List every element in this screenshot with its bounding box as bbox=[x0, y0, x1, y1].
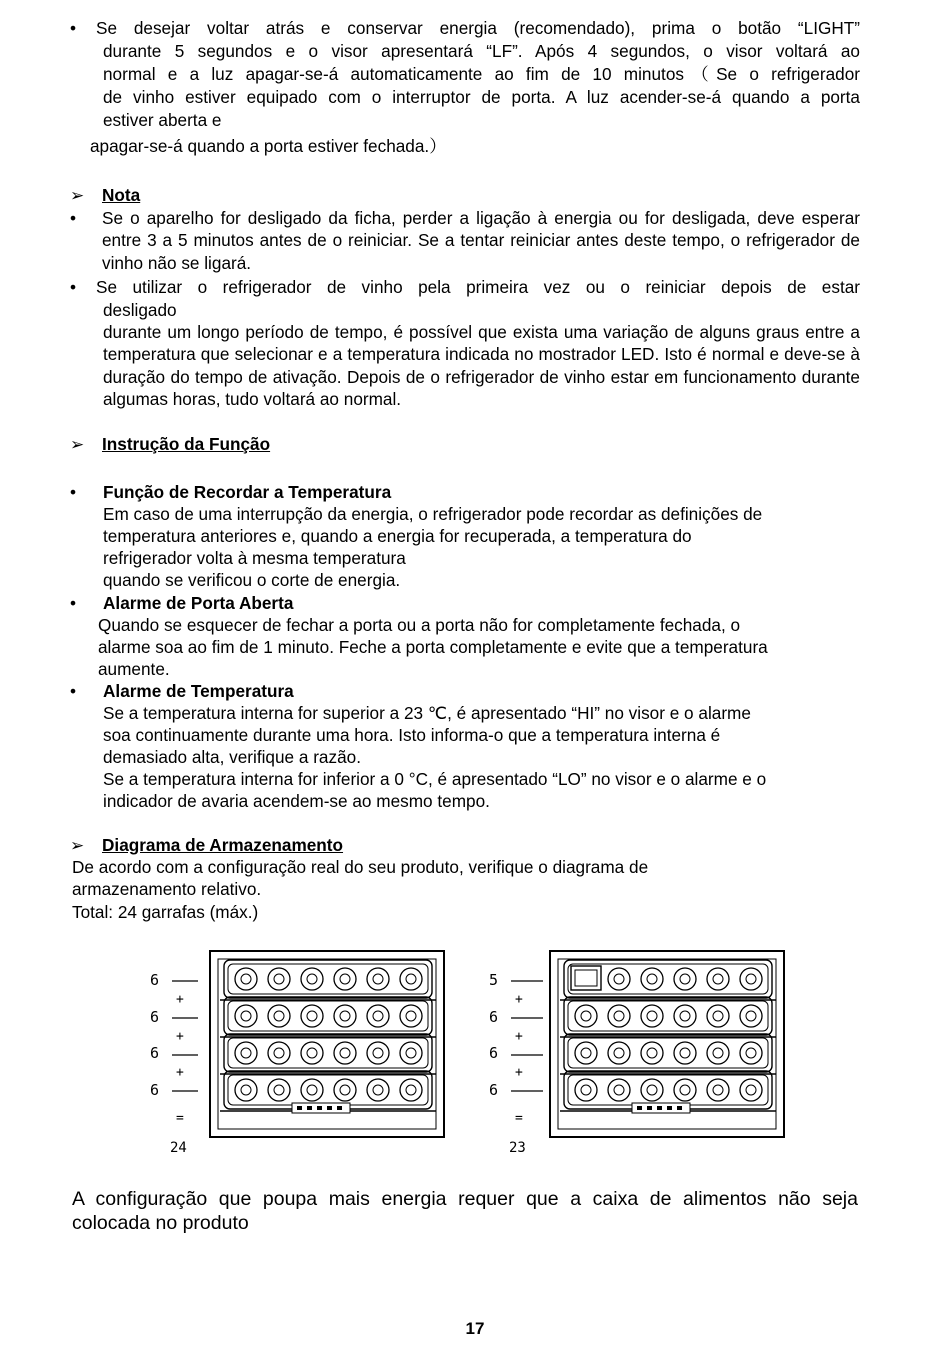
bottle-outer bbox=[608, 1079, 630, 1101]
intro-line-1: Se desejar voltar atrás e conservar energia (recomendado), prima o botão “LIGHT” bbox=[96, 18, 860, 38]
shelf-count-label: 6 bbox=[150, 971, 160, 989]
nota-item-2-line-1: Se utilizar o refrigerador de vinho pela primeira vez ou o reiniciar depois de estar bbox=[96, 277, 860, 297]
shelf-inner bbox=[568, 1075, 768, 1105]
porta-item bbox=[70, 592, 860, 682]
bottle-neck bbox=[274, 1048, 284, 1058]
bottle-outer bbox=[235, 1079, 257, 1101]
bottle-neck bbox=[274, 974, 284, 984]
bottle-neck bbox=[680, 1048, 690, 1058]
footer-note-line-1: A configuração que poupa mais energia requer que a caixa de alimentos não seja bbox=[72, 1188, 858, 1210]
bottle-outer bbox=[268, 1005, 290, 1027]
bottle-outer bbox=[400, 1079, 422, 1101]
shelf-count-label: 5 bbox=[489, 971, 499, 989]
bottle-neck bbox=[647, 1085, 657, 1095]
bottle-outer bbox=[301, 968, 323, 990]
bullet-icon: • bbox=[70, 208, 77, 228]
bottle-outer bbox=[608, 1005, 630, 1027]
plus-sign: + bbox=[176, 1065, 184, 1080]
bottle-outer bbox=[641, 968, 663, 990]
bottle-outer bbox=[641, 1042, 663, 1064]
memoria-line-2: temperatura anteriores e, quando a energia for recuperada, a temperatura do bbox=[103, 526, 692, 546]
intro-line-5: estiver aberta e bbox=[103, 110, 222, 130]
porta-line-1: Quando se esquecer de fechar a porta ou a porta não for completamente fechada, o bbox=[98, 615, 741, 635]
memoria-title: Função de Recordar a Temperatura bbox=[103, 482, 392, 502]
bottle-neck bbox=[241, 1048, 251, 1058]
bottle-neck bbox=[581, 1085, 591, 1095]
armazenamento-title: Diagrama de Armazenamento bbox=[102, 835, 344, 855]
bottle-neck bbox=[340, 1011, 350, 1021]
armazenamento-heading bbox=[70, 834, 343, 856]
bottle-outer bbox=[334, 1079, 356, 1101]
intro-line-4: de vinho estiver equipado com o interruptor de porta. A luz acender-se-á quando a porta bbox=[103, 87, 860, 107]
shelf-inner bbox=[228, 964, 428, 994]
bottle-outer bbox=[674, 1079, 696, 1101]
shelf-count-label: 6 bbox=[489, 1008, 499, 1026]
bottle-neck bbox=[614, 974, 624, 984]
nota-item-2 bbox=[70, 276, 860, 412]
bottle-outer bbox=[707, 968, 729, 990]
bottle-outer bbox=[707, 1005, 729, 1027]
intro-line-6: apagar-se-á quando a porta estiver fechada.） bbox=[90, 136, 447, 156]
bottle-outer bbox=[740, 1042, 762, 1064]
instrucao-heading bbox=[70, 433, 270, 455]
nota-item-2-rest: durante um longo período de tempo, é possível que exista uma variação de alguns graus entre a temperatura que selecionar e a temperatura indicada no mostrador LED. Isto é normal e deve-se à duração do tempo de ativação. Depois de o refrigerador de vinho estar em funcionamento durante algumas horas, tudo voltará ao normal. bbox=[103, 322, 860, 410]
temperatura-line-3: demasiado alta, verifique a razão. bbox=[103, 747, 361, 767]
bottle-neck bbox=[340, 1048, 350, 1058]
bottle-outer bbox=[235, 1042, 257, 1064]
bottle-neck bbox=[647, 1048, 657, 1058]
bottle-neck bbox=[614, 1011, 624, 1021]
bottle-outer bbox=[674, 1005, 696, 1027]
bottle-neck bbox=[274, 1085, 284, 1095]
temperatura-title: Alarme de Temperatura bbox=[103, 681, 294, 701]
bottle-neck bbox=[406, 1085, 416, 1095]
bullet-icon: • bbox=[70, 681, 77, 701]
bottle-outer bbox=[575, 1005, 597, 1027]
bottle-neck bbox=[241, 974, 251, 984]
shelf-inner bbox=[228, 1001, 428, 1031]
bottle-outer bbox=[367, 1005, 389, 1027]
instrucao-title: Instrução da Função bbox=[102, 434, 271, 454]
panel-button bbox=[317, 1106, 322, 1110]
bottle-outer bbox=[334, 968, 356, 990]
food-box-inner bbox=[575, 970, 597, 986]
armazenamento-line-3: Total: 24 garrafas (máx.) bbox=[72, 902, 259, 922]
panel-button bbox=[297, 1106, 302, 1110]
shelf-count-label: 6 bbox=[489, 1081, 499, 1099]
nota-item-1 bbox=[70, 207, 860, 275]
bottle-neck bbox=[340, 974, 350, 984]
shelf-rows bbox=[560, 960, 776, 1113]
shelf-inner bbox=[568, 1038, 768, 1068]
total-label: 24 bbox=[170, 1140, 187, 1156]
bottle-outer bbox=[268, 968, 290, 990]
bottle-neck bbox=[746, 1011, 756, 1021]
shelf-count-label: 6 bbox=[489, 1044, 499, 1062]
bottle-outer bbox=[707, 1079, 729, 1101]
bottle-neck bbox=[746, 1085, 756, 1095]
equals-sign: = bbox=[515, 1111, 523, 1126]
bottle-neck bbox=[406, 974, 416, 984]
bottle-outer bbox=[367, 1079, 389, 1101]
bottle-outer bbox=[268, 1042, 290, 1064]
bottle-neck bbox=[406, 1048, 416, 1058]
bottle-neck bbox=[307, 1048, 317, 1058]
bottle-outer bbox=[367, 968, 389, 990]
plus-sign: + bbox=[176, 1029, 184, 1044]
arrow-bullet-icon: ➢ bbox=[70, 434, 85, 454]
storage-diagram-left bbox=[140, 945, 450, 1165]
bottle-neck bbox=[713, 974, 723, 984]
bullet-icon: • bbox=[70, 482, 77, 502]
bottle-neck bbox=[746, 974, 756, 984]
bottle-outer bbox=[674, 1042, 696, 1064]
bottle-neck bbox=[274, 1011, 284, 1021]
bottle-outer bbox=[575, 1079, 597, 1101]
shelf-inner bbox=[568, 1001, 768, 1031]
plus-sign: + bbox=[515, 992, 523, 1007]
bottle-neck bbox=[406, 1011, 416, 1021]
bottle-neck bbox=[746, 1048, 756, 1058]
plus-sign: + bbox=[515, 1065, 523, 1080]
bottle-neck bbox=[307, 1011, 317, 1021]
panel-button bbox=[307, 1106, 312, 1110]
bottle-outer bbox=[301, 1079, 323, 1101]
armazenamento-line-1: De acordo com a configuração real do seu produto, verifique o diagrama de bbox=[72, 857, 649, 877]
bottle-neck bbox=[647, 1011, 657, 1021]
bottle-neck bbox=[680, 974, 690, 984]
shelf-inner bbox=[228, 1075, 428, 1105]
bottle-outer bbox=[367, 1042, 389, 1064]
bottle-neck bbox=[373, 1048, 383, 1058]
temperatura-line-2: soa continuamente durante uma hora. Isto informa-o que a temperatura interna é bbox=[103, 725, 721, 745]
bottle-outer bbox=[707, 1042, 729, 1064]
memoria-item bbox=[70, 481, 860, 593]
shelf-tray bbox=[564, 997, 772, 1035]
porta-title: Alarme de Porta Aberta bbox=[103, 593, 294, 613]
bottle-neck bbox=[373, 974, 383, 984]
bottle-neck bbox=[614, 1085, 624, 1095]
bottle-outer bbox=[641, 1005, 663, 1027]
bottle-neck bbox=[241, 1011, 251, 1021]
shelf-tray bbox=[564, 1034, 772, 1072]
plus-sign: + bbox=[176, 992, 184, 1007]
plus-sign: + bbox=[515, 1029, 523, 1044]
nota-heading bbox=[70, 184, 140, 206]
panel-button bbox=[637, 1106, 642, 1110]
bottle-neck bbox=[713, 1085, 723, 1095]
memoria-line-1: Em caso de uma interrupção da energia, o refrigerador pode recordar as definições de bbox=[103, 504, 763, 524]
bottle-outer bbox=[740, 1005, 762, 1027]
bottle-outer bbox=[334, 1042, 356, 1064]
bottle-neck bbox=[680, 1085, 690, 1095]
bottle-outer bbox=[674, 968, 696, 990]
temperatura-item bbox=[70, 680, 860, 814]
bottle-outer bbox=[740, 1079, 762, 1101]
shelf-count-label: 6 bbox=[150, 1008, 160, 1026]
bottle-outer bbox=[641, 1079, 663, 1101]
nota-item-2-line-2: desligado bbox=[103, 300, 177, 320]
porta-line-3: aumente. bbox=[98, 659, 170, 679]
equals-sign: = bbox=[176, 1111, 184, 1126]
panel-button bbox=[667, 1106, 672, 1110]
temperatura-line-1: Se a temperatura interna for superior a 23 ℃, é apresentado “HI” no visor e o alarme bbox=[103, 703, 751, 723]
nota-title: Nota bbox=[102, 185, 141, 205]
shelf-tray bbox=[224, 997, 432, 1035]
bottle-neck bbox=[241, 1085, 251, 1095]
panel-button bbox=[327, 1106, 332, 1110]
footer-note-line-2: colocada no produto bbox=[72, 1212, 249, 1234]
shelf-count-label: 6 bbox=[150, 1081, 160, 1099]
memoria-line-4: quando se verificou o corte de energia. bbox=[103, 570, 401, 590]
memoria-line-3: refrigerador volta à mesma temperatura bbox=[103, 548, 406, 568]
page-number: 17 bbox=[465, 1319, 485, 1338]
bottle-neck bbox=[713, 1011, 723, 1021]
bottle-neck bbox=[581, 1011, 591, 1021]
panel-button bbox=[647, 1106, 652, 1110]
bottle-outer bbox=[268, 1079, 290, 1101]
intro-line-3: normal e a luz apagar-se-á automaticamente ao fim de 10 minutos（Se o refrigerador bbox=[103, 64, 860, 84]
arrow-bullet-icon: ➢ bbox=[70, 835, 85, 855]
shelf-tray bbox=[224, 960, 432, 998]
bottle-outer bbox=[740, 968, 762, 990]
bottle-outer bbox=[575, 1042, 597, 1064]
porta-line-2: alarme soa ao fim de 1 minuto. Feche a porta completamente e evite que a temperatura bbox=[98, 637, 768, 657]
bottle-outer bbox=[400, 968, 422, 990]
panel-button bbox=[337, 1106, 342, 1110]
bottle-outer bbox=[235, 1005, 257, 1027]
nota-item-1-text: Se o aparelho for desligado da ficha, perder a ligação à energia ou for desligada, deve esperar entre 3 a 5 minutos antes de o reiniciar. Se a tentar reiniciar antes deste tempo, o refrigerador de vinho não se ligará. bbox=[102, 208, 860, 273]
bottle-outer bbox=[608, 968, 630, 990]
arrow-bullet-icon: ➢ bbox=[70, 185, 85, 205]
shelf-inner bbox=[228, 1038, 428, 1068]
bottle-neck bbox=[307, 974, 317, 984]
bottle-outer bbox=[400, 1005, 422, 1027]
bottle-outer bbox=[301, 1042, 323, 1064]
bottle-outer bbox=[301, 1005, 323, 1027]
total-label: 23 bbox=[509, 1140, 526, 1156]
bottle-neck bbox=[307, 1085, 317, 1095]
bottle-neck bbox=[373, 1085, 383, 1095]
storage-diagram-right-svg bbox=[477, 945, 792, 1160]
bottle-neck bbox=[614, 1048, 624, 1058]
bullet-icon: • bbox=[70, 18, 77, 38]
shelf-tray bbox=[224, 1034, 432, 1072]
storage-diagram-right bbox=[477, 945, 792, 1165]
shelf-rows bbox=[220, 960, 436, 1113]
temperatura-line-5: indicador de avaria acendem-se ao mesmo tempo. bbox=[103, 791, 490, 811]
intro-bullet bbox=[70, 17, 860, 157]
panel-button bbox=[657, 1106, 662, 1110]
bottle-neck bbox=[680, 1011, 690, 1021]
shelf-count-label: 6 bbox=[150, 1044, 160, 1062]
temperatura-line-4: Se a temperatura interna for inferior a 0 °C, é apresentado “LO” no visor e o alarme e o bbox=[103, 769, 767, 789]
armazenamento-line-2: armazenamento relativo. bbox=[72, 879, 262, 899]
bullet-icon: • bbox=[70, 593, 77, 613]
bottle-outer bbox=[400, 1042, 422, 1064]
bottle-neck bbox=[373, 1011, 383, 1021]
bottle-outer bbox=[334, 1005, 356, 1027]
bullet-icon: • bbox=[70, 277, 77, 297]
bottle-neck bbox=[713, 1048, 723, 1058]
bottle-neck bbox=[581, 1048, 591, 1058]
bottle-neck bbox=[647, 974, 657, 984]
bottle-neck bbox=[340, 1085, 350, 1095]
storage-diagram-left-svg bbox=[140, 945, 450, 1160]
intro-line-2: durante 5 segundos e o visor apresentará “LF”. Após 4 segundos, o visor voltará ao bbox=[103, 41, 860, 61]
bottle-outer bbox=[608, 1042, 630, 1064]
panel-button bbox=[677, 1106, 682, 1110]
bottle-outer bbox=[235, 968, 257, 990]
